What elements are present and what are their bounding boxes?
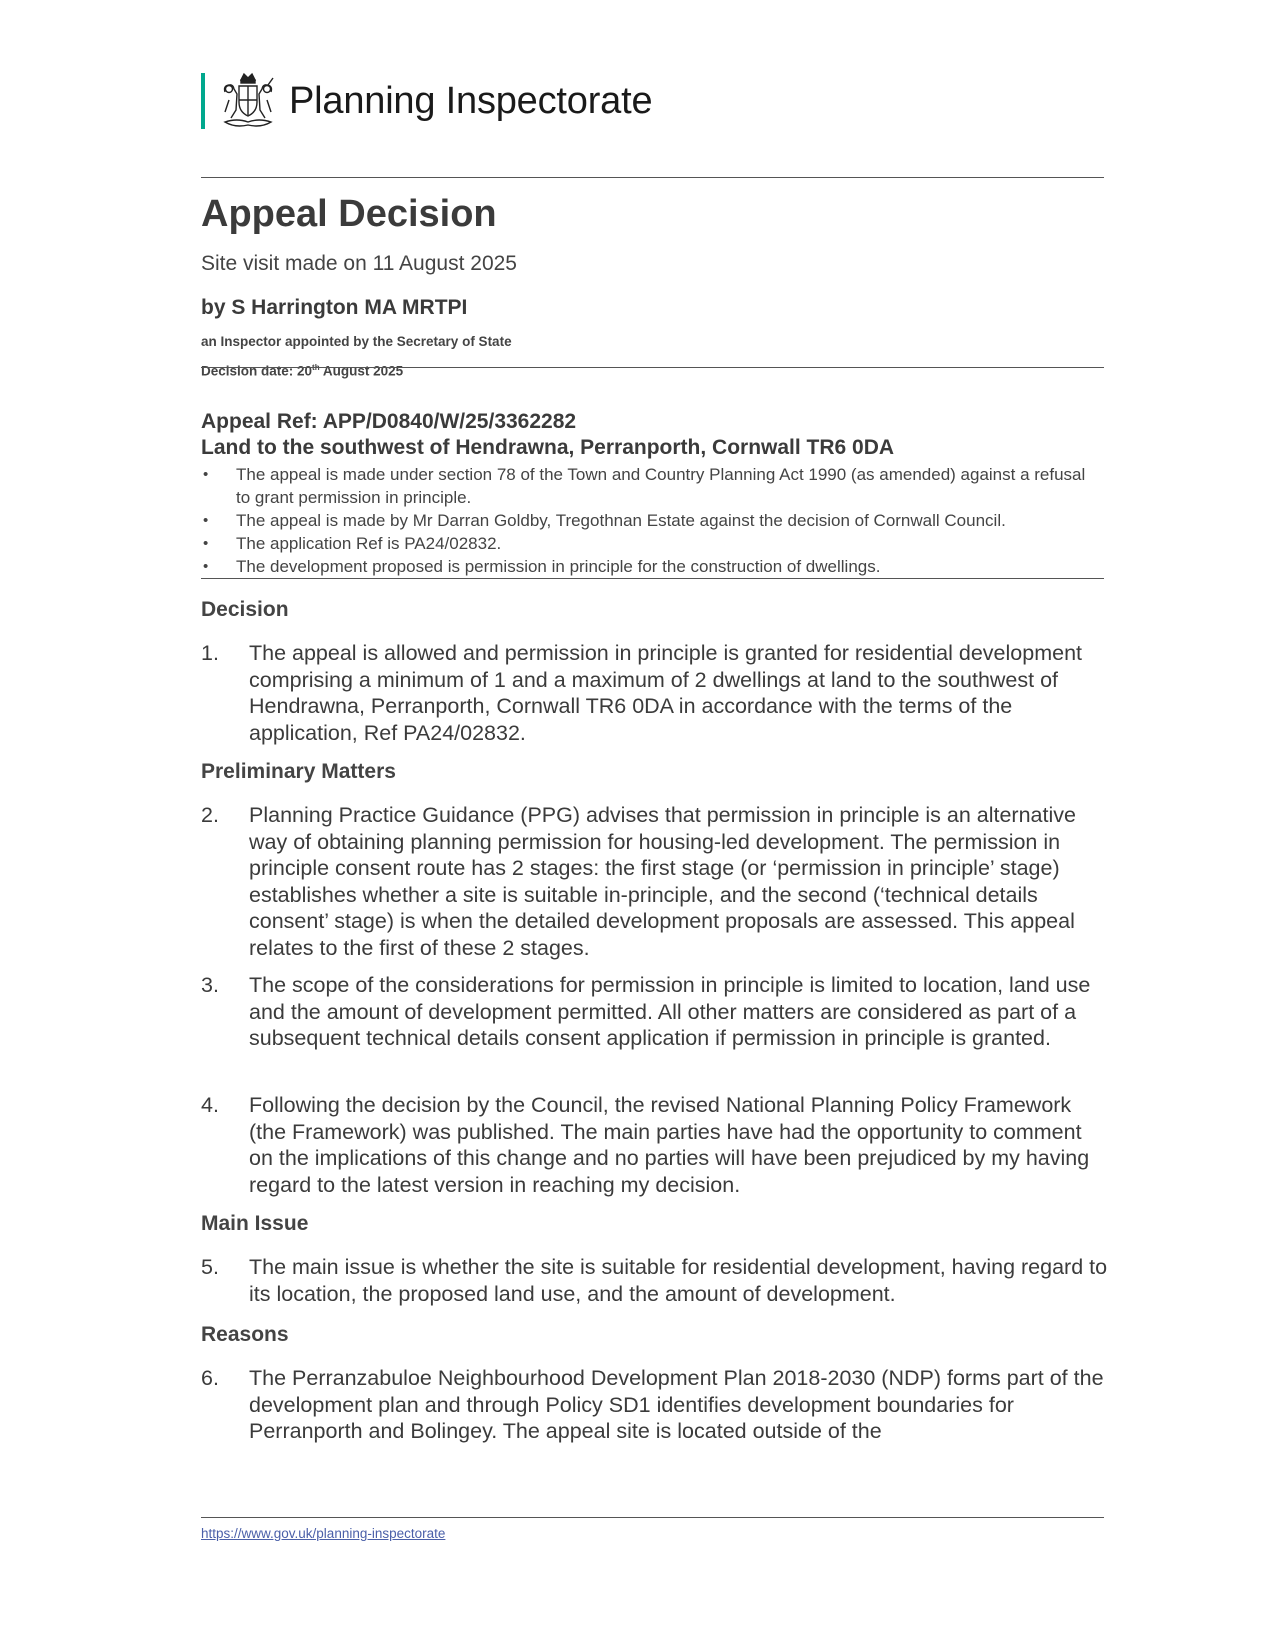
- footer-divider: [201, 1517, 1104, 1518]
- paragraph: [201, 1092, 1111, 1198]
- list-item: • The development proposed is permission in principle for the construction of dwellings.: [201, 555, 1104, 578]
- inspector-name: by S Harrington MA MRTPI: [201, 296, 468, 319]
- paragraph-text: Planning Practice Guidance (PPG) advises that permission in principle is an alternative way of obtaining planning permission for housing-led development. The permission in principle consent route has 2 stages: the first stage (or ‘permission in principle’ stage) establishes whether a site is suitable in-principle, and the second (‘technical details consent’ stage) is when the detailed development proposals are assessed. This appeal relates to the first of these 2 stages.: [249, 803, 1076, 960]
- logo-accent-bar: [201, 73, 205, 129]
- decision-date: Decision date: 20th August 2025: [201, 363, 404, 379]
- paragraph: [201, 640, 1111, 746]
- paragraph-number: 6.: [201, 1366, 219, 1390]
- paragraph-text: The main issue is whether the site is suitable for residential development, having regard to its location, the proposed land use, and the amount of development.: [249, 1255, 1108, 1306]
- paragraph-number: 1.: [201, 641, 219, 665]
- site-visit-date: Site visit made on 11 August 2025: [201, 252, 517, 275]
- org-name: Planning Inspectorate: [289, 79, 653, 122]
- paragraph-number: 3.: [201, 973, 219, 997]
- org-logo: [201, 73, 652, 129]
- list-item: • The appeal is made by Mr Darran Goldby, Tregothnan Estate against the decision of Cornwall Council.: [201, 509, 1104, 532]
- summary-divider: [201, 578, 1104, 579]
- inspector-role: an Inspector appointed by the Secretary of State: [201, 334, 512, 349]
- royal-crest-icon: [217, 70, 279, 132]
- page-title: Appeal Decision: [201, 193, 497, 235]
- date-divider: [201, 367, 1104, 368]
- paragraph-number: 4.: [201, 1093, 219, 1117]
- appeal-heading: [201, 409, 894, 461]
- paragraph: [201, 802, 1111, 961]
- paragraph: [201, 972, 1111, 1052]
- paragraph-text: The Perranzabuloe Neighbourhood Development Plan 2018-2030 (NDP) forms part of the development plan and through Policy SD1 identifies development boundaries for Perranporth and Bolingey. The appeal site is located outside of the: [249, 1366, 1104, 1443]
- paragraph-text: Following the decision by the Council, the revised National Planning Policy Framework (the Framework) was published. The main parties have had the opportunity to comment on the implications of this change and no parties will have been prejudiced by my having regard to the latest version in reaching my decision.: [249, 1093, 1090, 1197]
- paragraph-text: The appeal is allowed and permission in principle is granted for residential development comprising a minimum of 1 and a maximum of 2 dwellings at land to the southwest of Hendrawna, Perranporth, Cornwall TR6 0DA in accordance with the terms of the application, Ref PA24/02832.: [249, 641, 1082, 745]
- appeal-summary-list: [201, 463, 1104, 578]
- site-address: Land to the southwest of Hendrawna, Perranporth, Cornwall TR6 0DA: [201, 436, 895, 459]
- appeal-ref: Appeal Ref: APP/D0840/W/25/3362282: [201, 410, 577, 433]
- paragraph-number: 2.: [201, 803, 219, 827]
- list-item: • The application Ref is PA24/02832.: [201, 532, 1104, 555]
- paragraph: [201, 1254, 1111, 1307]
- paragraph-text: The scope of the considerations for permission in principle is limited to location, land use and the amount of development permitted. All other matters are considered as part of a subsequent technical details consent application if permission in principle is granted.: [249, 973, 1091, 1050]
- header-divider: [201, 177, 1104, 178]
- footer-website-link[interactable]: https://www.gov.uk/planning-inspectorate: [201, 1526, 446, 1541]
- list-item: • The appeal is made under section 78 of the Town and Country Planning Act 1990 (as amended) against a refusal to grant permission in principle.: [201, 463, 1104, 509]
- paragraph: [201, 1365, 1111, 1445]
- paragraph-number: 5.: [201, 1255, 219, 1279]
- section-heading-decision: Decision: [201, 598, 289, 621]
- section-heading-reasons: Reasons: [201, 1323, 289, 1346]
- section-heading-main-issue: Main Issue: [201, 1212, 309, 1235]
- section-heading-preliminary: Preliminary Matters: [201, 760, 396, 783]
